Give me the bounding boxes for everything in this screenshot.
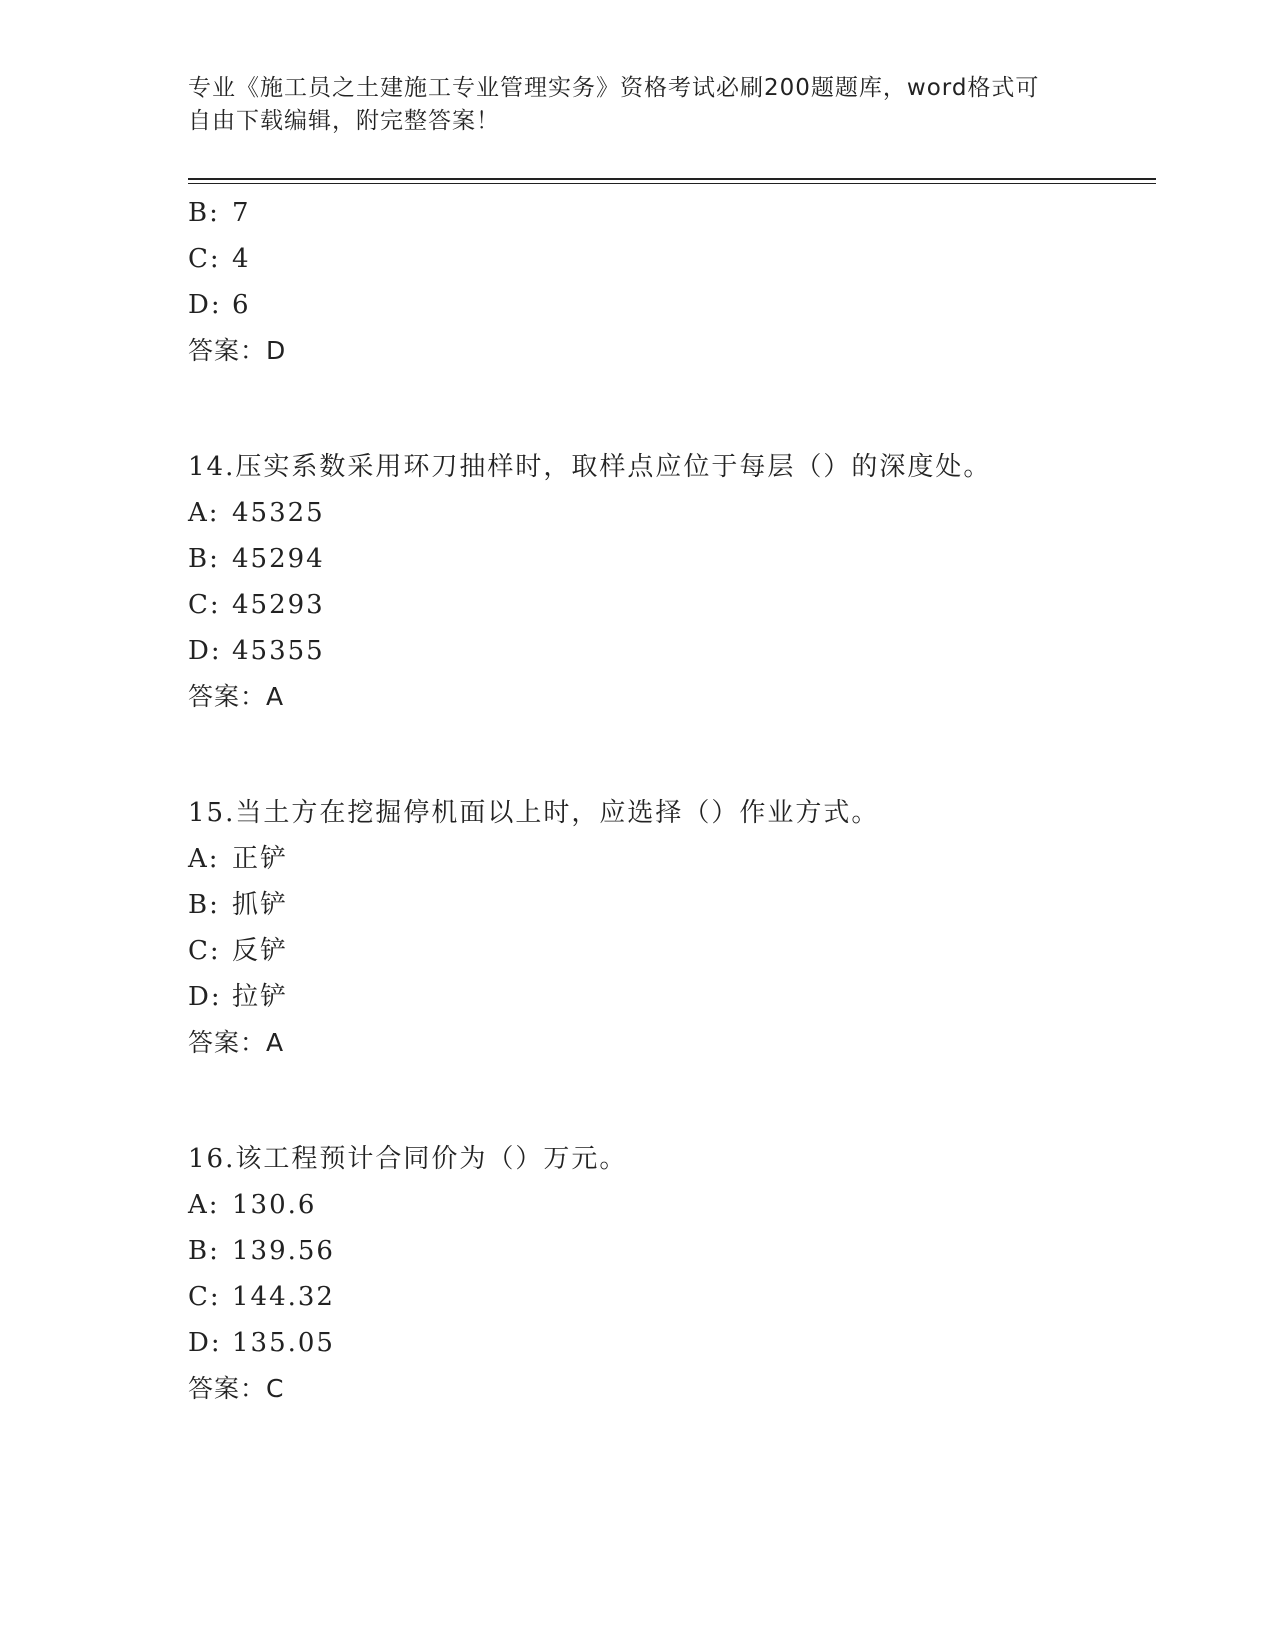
question-14 [188, 444, 1156, 720]
option-letter: C: [188, 590, 221, 620]
option-letter: B: [188, 198, 220, 228]
option-letter: A: [188, 844, 220, 874]
document-header [188, 72, 1088, 138]
question-list [188, 190, 1156, 1412]
option-a [188, 1182, 1156, 1228]
option-letter: C: [188, 1282, 221, 1312]
option-letter: B: [188, 890, 220, 920]
option-text: 45294 [232, 544, 325, 574]
question-stem: 15.当土方在挖掘停机面以上时，应选择（）作业方式。 [188, 798, 880, 828]
option-c [188, 582, 1156, 628]
option-c [188, 928, 1156, 974]
question-16 [188, 1136, 1156, 1412]
header-line-1: 专业《施工员之土建施工专业管理实务》资格考试必刷200题题库，word格式可 [188, 75, 1040, 101]
question-stem: 16.该工程预计合同价为（）万元。 [188, 1144, 628, 1174]
question-15 [188, 790, 1156, 1066]
option-text: 4 [232, 244, 251, 274]
option-d [188, 974, 1156, 1020]
option-c [188, 236, 1156, 282]
option-text: 拉铲 [232, 982, 289, 1012]
option-text: 抓铲 [232, 890, 289, 920]
option-letter: A: [188, 498, 220, 528]
answer-line: 答案：A [188, 1028, 285, 1057]
option-letter: A: [188, 1190, 220, 1220]
option-text: 130.6 [232, 1190, 317, 1220]
option-letter: D: [188, 1328, 222, 1358]
header-line-2: 自由下载编辑，附完整答案！ [188, 108, 500, 134]
option-letter: C: [188, 244, 221, 274]
option-letter: D: [188, 982, 222, 1012]
answer-line: 答案：C [188, 1374, 285, 1403]
option-b [188, 190, 1156, 236]
option-text: 6 [232, 290, 251, 320]
option-letter: B: [188, 544, 220, 574]
question-stem: 14.压实系数采用环刀抽样时，取样点应位于每层（）的深度处。 [188, 452, 992, 482]
option-d [188, 1320, 1156, 1366]
option-letter: C: [188, 936, 221, 966]
header-divider-thin [188, 183, 1156, 184]
option-d [188, 628, 1156, 674]
option-letter: D: [188, 290, 222, 320]
option-text: 139.56 [232, 1236, 335, 1266]
option-text: 正铲 [232, 844, 289, 874]
option-text: 反铲 [232, 936, 289, 966]
option-letter: D: [188, 636, 222, 666]
option-text: 45325 [232, 498, 325, 528]
header-divider-thick [188, 178, 1156, 180]
option-text: 144.32 [232, 1282, 335, 1312]
question-13-continued [188, 190, 1156, 374]
option-text: 45293 [232, 590, 325, 620]
option-a [188, 490, 1156, 536]
option-b [188, 882, 1156, 928]
option-b [188, 1228, 1156, 1274]
answer-line: 答案：A [188, 682, 285, 711]
option-text: 135.05 [232, 1328, 335, 1358]
option-d [188, 282, 1156, 328]
option-c [188, 1274, 1156, 1320]
option-letter: B: [188, 1236, 220, 1266]
option-text: 7 [232, 198, 251, 228]
option-text: 45355 [232, 636, 325, 666]
option-a [188, 836, 1156, 882]
answer-line: 答案：D [188, 336, 287, 365]
option-b [188, 536, 1156, 582]
